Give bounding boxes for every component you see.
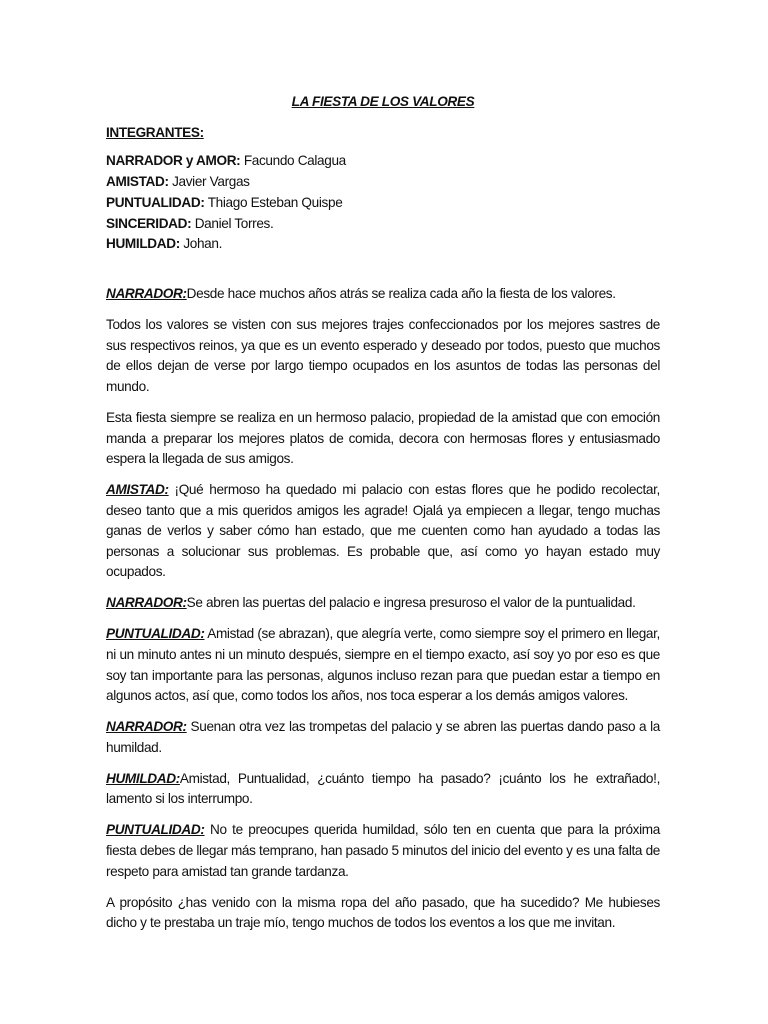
cast-role: HUMILDAD:: [106, 236, 180, 252]
script-paragraph: [106, 593, 660, 614]
paragraph-text: ¡Qué hermoso ha quedado mi palacio con estas flores que he podido recolectar, deseo tanto que a mis queridos amigos les agrade! Ojalá ya empiecen a llegar, tengo muchas ganas de verlos y saber cómo han estado, que me cuenten como han ayudado a todas las personas a solucionar sus problemas. Es probable que, así como yo hayan estado muy ocupados.: [106, 482, 660, 580]
paragraph-text: Todos los valores se visten con sus mejores trajes confeccionados por los mejores sastres de sus respectivos reinos, ya que es un evento esperado y deseado por todos, puesto que muchos de ellos dejan de verse por largo tiempo ocupados en los asuntos de todas las personas del mundo.: [106, 317, 660, 394]
cast-role: SINCERIDAD:: [106, 215, 192, 231]
speaker-label: PUNTUALIDAD:: [106, 626, 205, 642]
cast-name: Thiago Esteban Quispe: [207, 194, 343, 210]
script-paragraph: [106, 624, 660, 706]
paragraph-text: Amistad, Puntualidad, ¿cuánto tiempo ha pasado? ¡cuánto los he extrañado!, lamento si los interrumpo.: [106, 770, 660, 807]
cast-entry: [106, 172, 660, 193]
document-page: [106, 92, 660, 944]
cast-role: NARRADOR y AMOR:: [106, 153, 241, 169]
paragraph-text: Desde hace muchos años atrás se realiza cada año la fiesta de los valores.: [186, 286, 616, 302]
speaker-label: NARRADOR:: [106, 719, 187, 735]
speaker-label: PUNTUALIDAD:: [106, 822, 205, 838]
cast-name: Johan.: [183, 236, 223, 252]
cast-entry: [106, 151, 660, 172]
script-paragraph: [106, 315, 660, 397]
speaker-label: NARRADOR:: [106, 595, 187, 611]
cast-entry: [106, 193, 660, 214]
cast-name: Javier Vargas: [172, 173, 250, 189]
paragraph-text: Suenan otra vez las trompetas del palacio y se abren las puertas dando paso a la humildad.: [106, 719, 660, 755]
paragraph-text: No te preocupes querida humildad, sólo ten en cuenta que para la próxima fiesta debes de llegar más temprano, han pasado 5 minutos del inicio del evento y es una falta de respeto para amistad tan grande tardanza.: [106, 822, 660, 879]
paragraph-text: A propósito ¿has venido con la misma ropa del año pasado, que ha sucedido? Me hubieses dicho y te prestaba un traje mío, tengo muchos de todos los eventos a los que me invitan.: [106, 894, 660, 931]
speaker-label: NARRADOR:: [106, 286, 187, 302]
script-paragraph: [106, 284, 660, 305]
speaker-label: HUMILDAD:: [106, 770, 180, 786]
cast-role: AMISTAD:: [106, 173, 169, 189]
paragraph-text: Se abren las puertas del palacio e ingresa presuroso el valor de la puntualidad.: [186, 595, 636, 611]
paragraph-text: Esta fiesta siempre se realiza en un hermoso palacio, propiedad de la amistad que con emoción manda a preparar los mejores platos de comida, decora con hermosas flores y entusiasmado espera la llegada de sus amigos.: [106, 409, 660, 467]
cast-entry: [106, 234, 660, 255]
cast-name: Daniel Torres.: [194, 215, 274, 231]
script-paragraph: [106, 480, 660, 583]
speaker-label: AMISTAD:: [106, 482, 169, 498]
integrantes-heading: INTEGRANTES:: [106, 124, 204, 140]
script-paragraph: [106, 408, 660, 470]
script-body: [106, 284, 660, 934]
cast-entry: [106, 214, 660, 235]
script-paragraph: [106, 893, 660, 934]
script-paragraph: [106, 820, 660, 882]
script-paragraph: [106, 769, 660, 810]
script-paragraph: [106, 717, 660, 758]
cast-list: [106, 151, 660, 255]
cast-role: PUNTUALIDAD:: [106, 194, 205, 210]
paragraph-text: Amistad (se abrazan), que alegría verte, como siempre soy el primero en llegar, ni un minuto antes ni un minuto después, siempre en el tiempo exacto, así soy yo por eso es que soy tan importante para las personas, algunos incluso rezan para que puedan estar a tiempo en algunos actos, así que, como todos los años, nos toca esperar a los demás amigos valores.: [106, 626, 660, 704]
cast-name: Facundo Calagua: [243, 153, 346, 169]
document-title: LA FIESTA DE LOS VALORES: [291, 94, 475, 109]
